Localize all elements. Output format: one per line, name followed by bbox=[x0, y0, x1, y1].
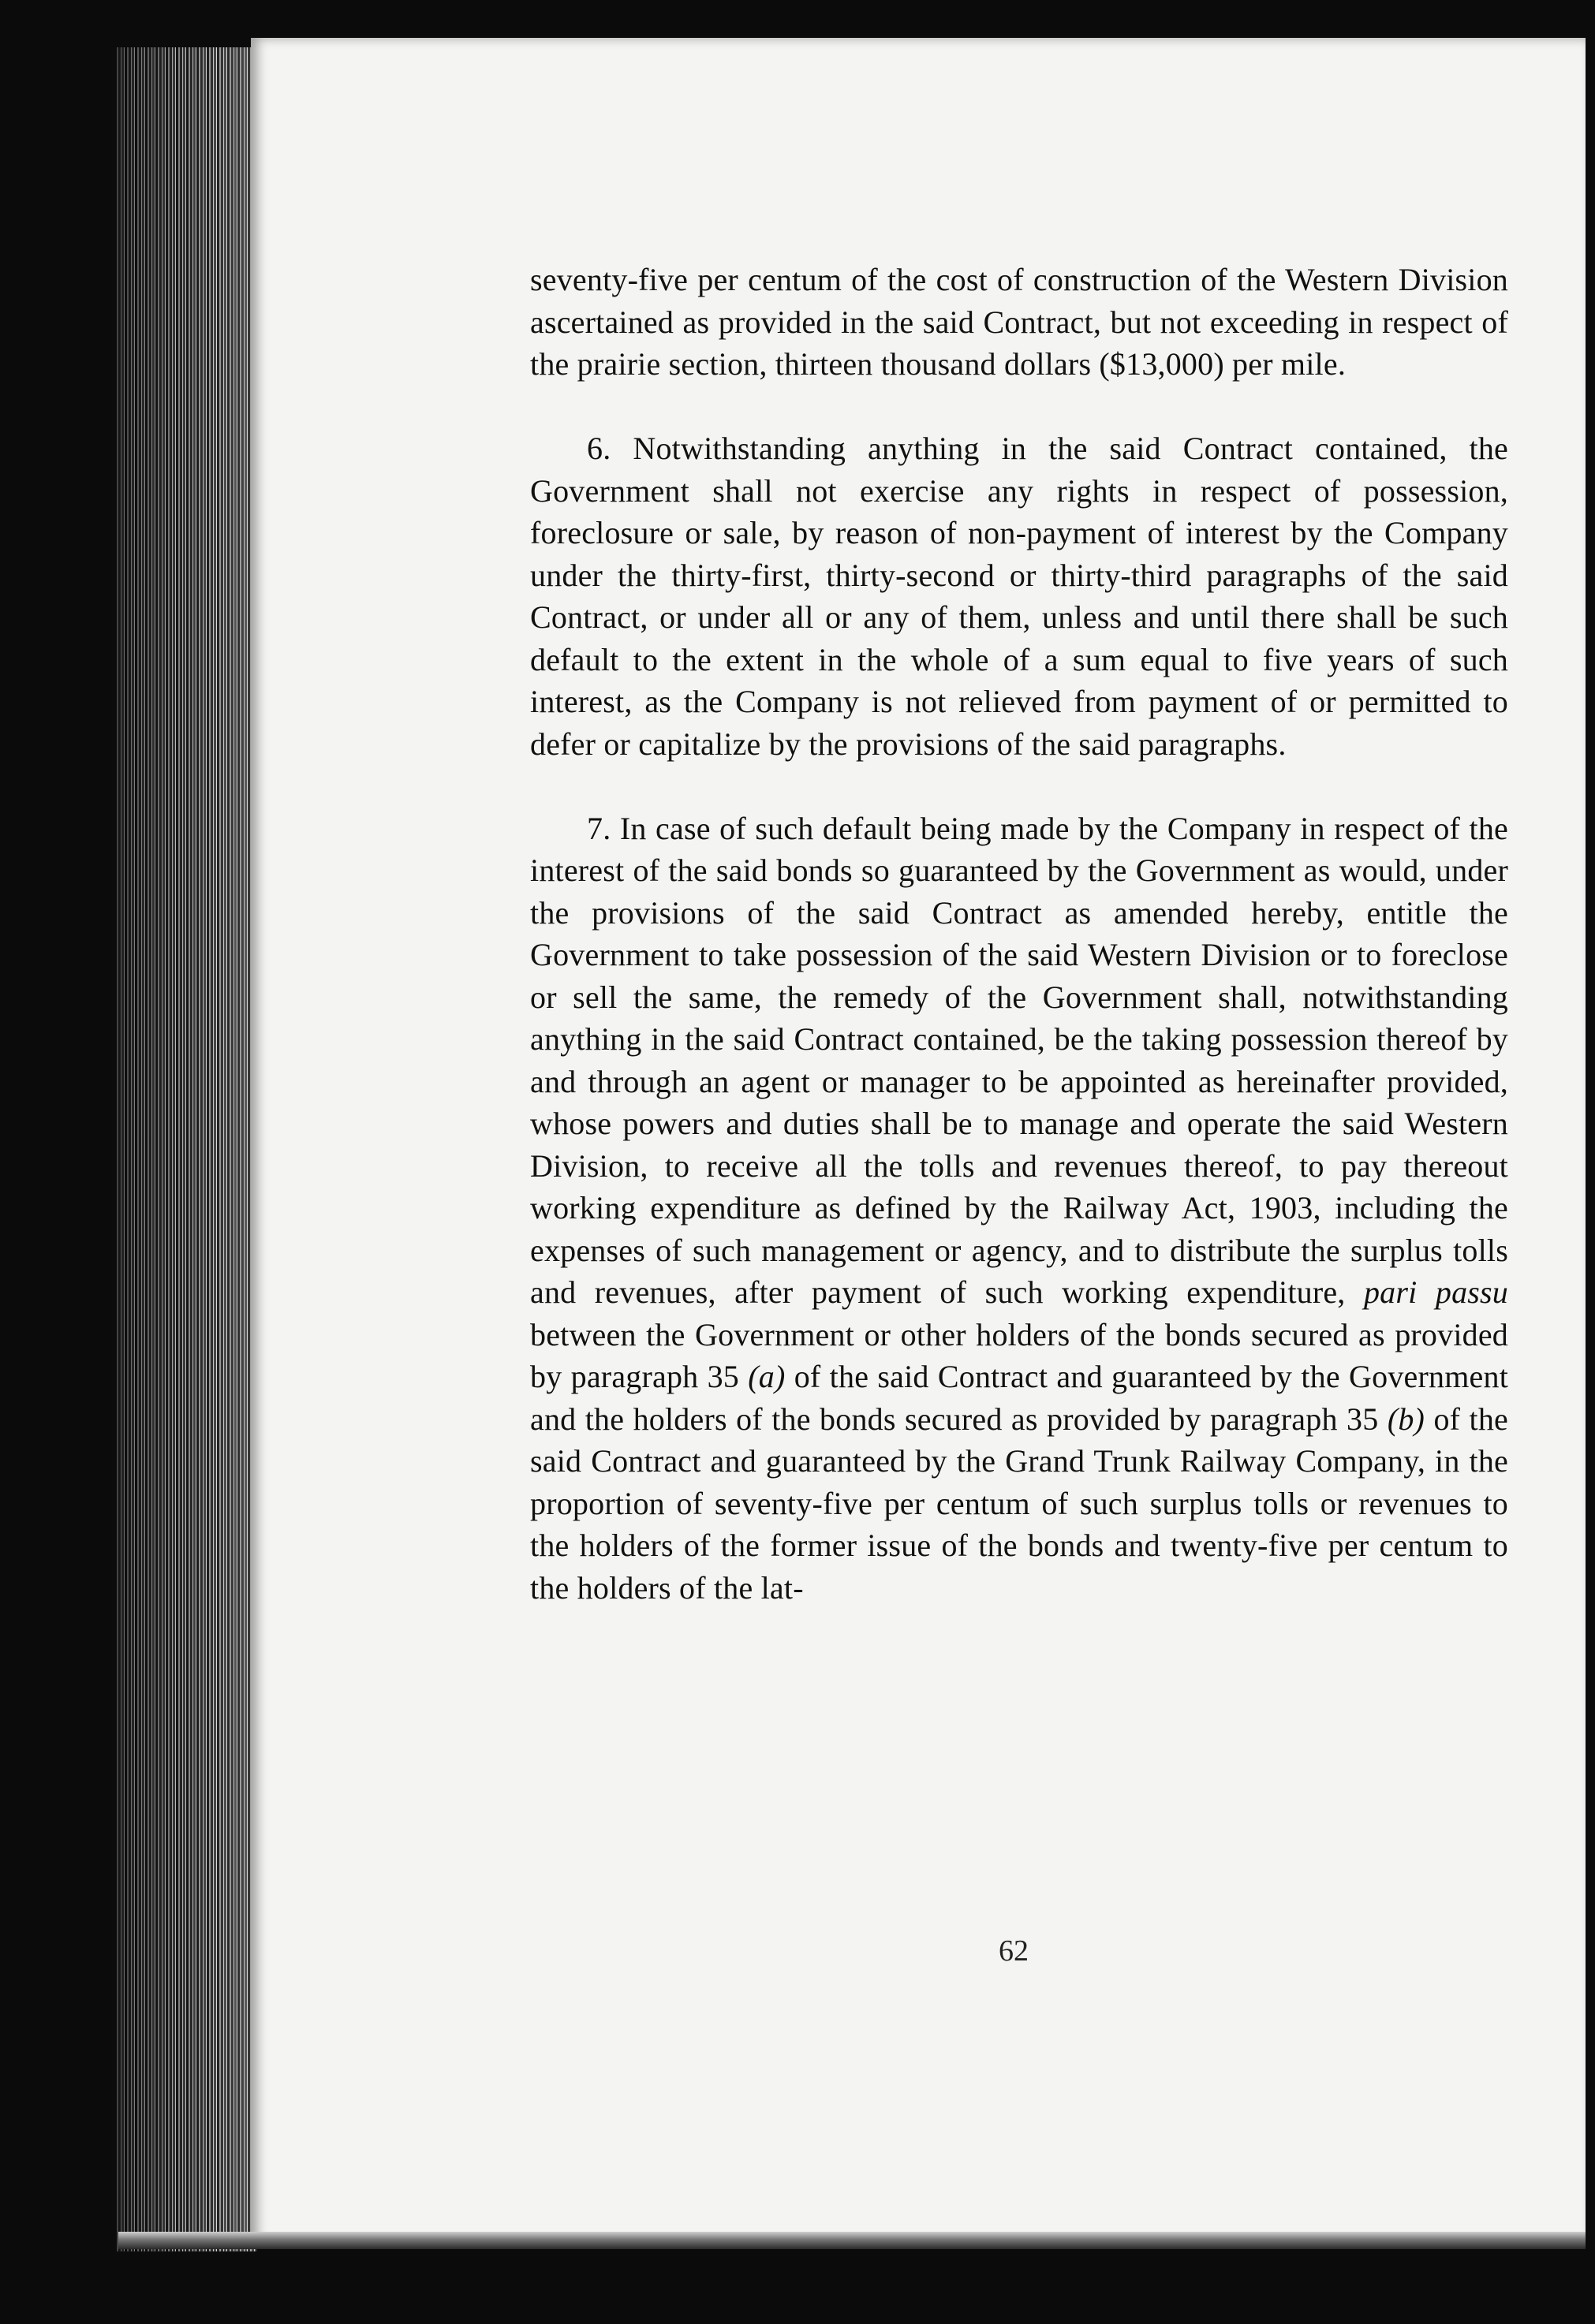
paragraph-continuation: seventy-five per centum of the cost of construction of the Western Division ascertained as provided in the said Contract, but not exceeding in respect of the prairie section, thirteen thousand dollars ($13,000) per mile. bbox=[530, 262, 1508, 382]
paragraph-7-text: of the said Contract and guaranteed by the Government and the holders of the bonds secured as provided by paragraph 35 bbox=[530, 1359, 1509, 1437]
paragraph-6: 6. Notwithstanding anything in the said Contract contained, the Government shall not exercise any rights in respect of possession, foreclosure or sale, by reason of non-payment of interest by the Company under the thirty-first, thirty-second or thirty-third paragraphs of the said Contract, or under all or any of them, unless and until there shall be such default to the extent in the whole of a sum equal to five years of such interest, as the Company is not relieved from payment of or permitted to defer or capitalize by the provisions of the said paragraphs. bbox=[530, 431, 1508, 762]
latin-phrase: pari passu bbox=[1363, 1274, 1508, 1310]
paragraph-7-text: of the said Contract and guaranteed by the Grand Trunk Railway Company, in the proportion of seventy-five per centum of such surplus tolls or revenues to the holders of the former issue of the bonds and twenty-five per centum to the holders of the lat- bbox=[530, 1401, 1509, 1606]
book-page-edges bbox=[114, 47, 256, 2251]
clause-reference: (a) bbox=[748, 1359, 786, 1394]
book-bottom-edge bbox=[118, 2232, 1586, 2249]
paragraph-7-text: between the Government or other holders of the bonds secured as provided by paragraph 35 bbox=[530, 1316, 1508, 1394]
clause-reference: (b) bbox=[1387, 1401, 1425, 1437]
paragraph-7-text: 7. In case of such default being made by the Company in respect of the interest of the said bonds so guaranteed by the Government as would, under the provisions of the said Contract as amended hereby, entitle the Government to take possession of the said Western Division or to foreclose or sell the same, the remedy of the Government shall, notwithstanding anything in the said Contract contained, be the taking possession thereof by and through an agent or manager to be appointed as hereinafter provided, whose powers and duties shall be to manage and operate the said Western Division, to receive all the tolls and revenues thereof, to pay thereout working expenditure as defined by the Railway Act, 1903, including the expenses of such management or agency, and to distribute the surplus tolls and revenues, after payment of such working expenditure, bbox=[530, 810, 1508, 1310]
page-number: 62 bbox=[999, 1934, 1029, 1968]
paragraph-7 bbox=[530, 808, 1508, 1610]
body-text bbox=[530, 259, 1508, 1609]
